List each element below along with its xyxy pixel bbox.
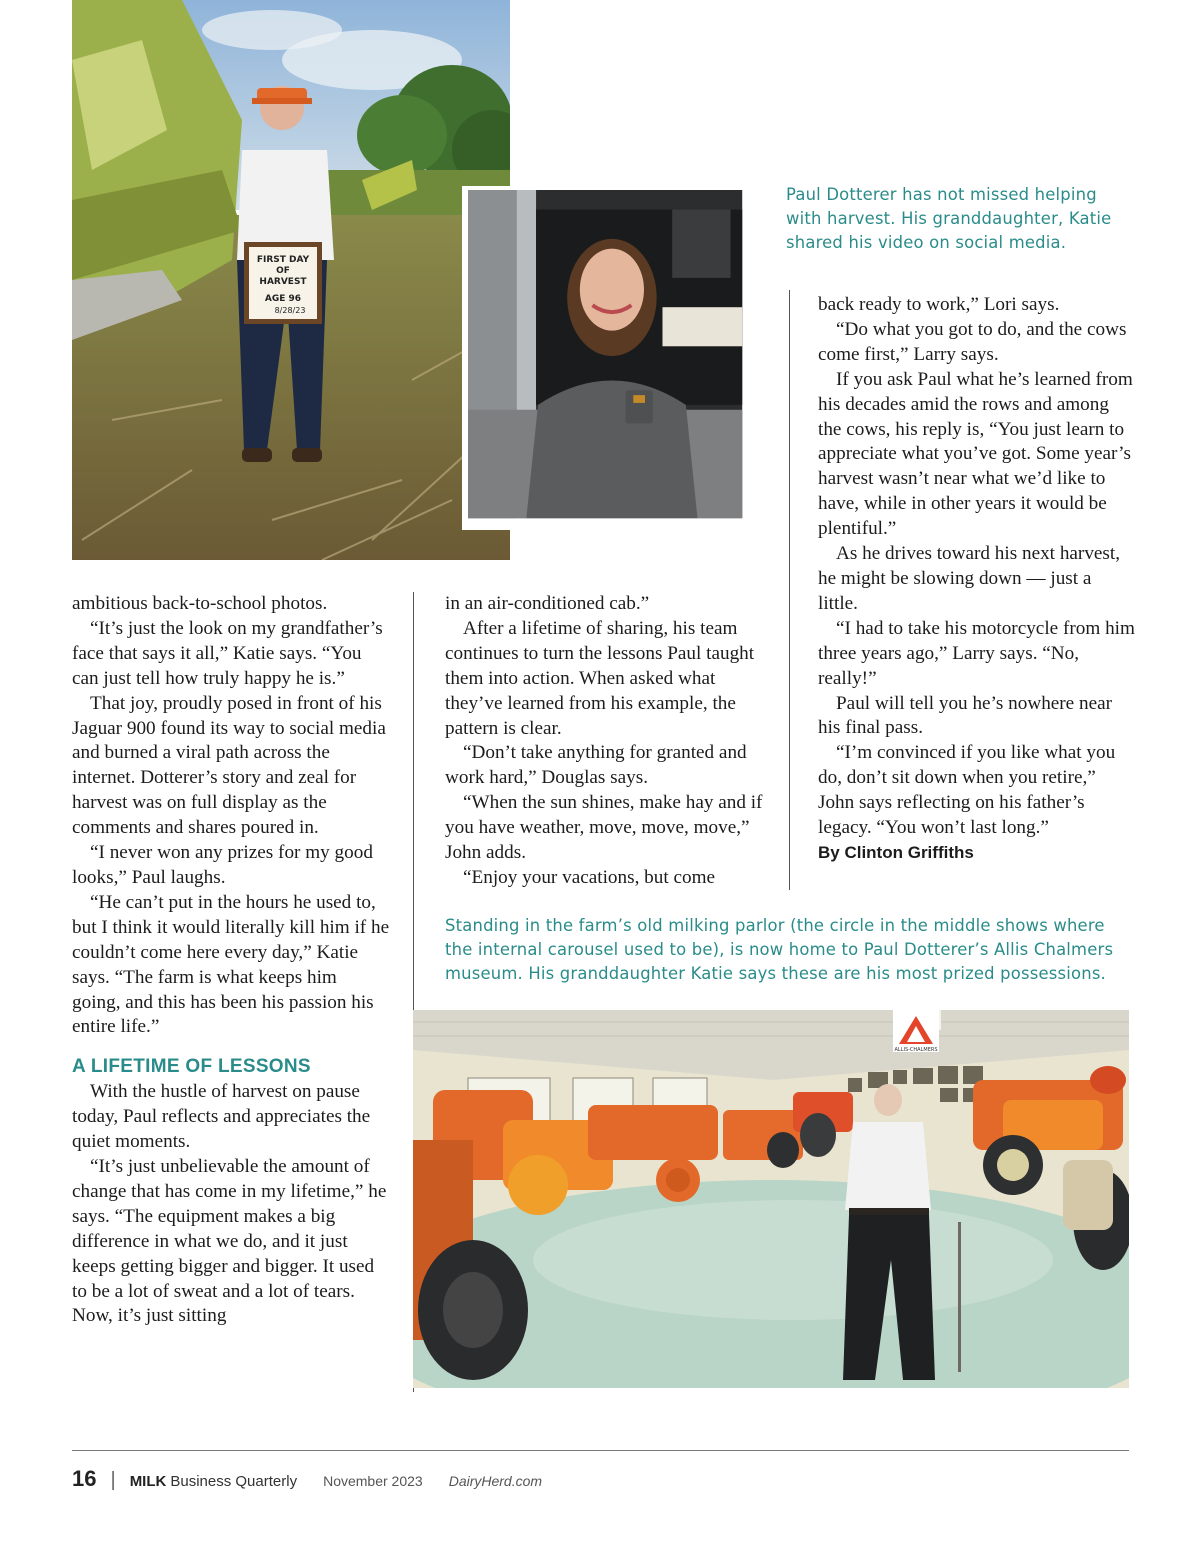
paragraph: “Don’t take anything for granted and work hard,” Douglas says. [445, 742, 747, 789]
footer-separator: | [110, 1469, 116, 1491]
footer-rule [72, 1450, 1129, 1451]
section-heading: A LIFETIME OF LESSONS [72, 1056, 311, 1078]
paragraph: “I’m convinced if you like what you do, don’t sit down when you retire,” John says reflecting on his father’s legacy. “You won’t last long.” [818, 742, 1116, 839]
harvest-photo [72, 0, 510, 560]
paragraph: back ready to work,” Lori says. [818, 294, 1060, 315]
museum-sign-text: ALLIS-CHALMERS [894, 1047, 938, 1053]
magazine-name: MILK [129, 1473, 167, 1490]
paragraph: As he drives toward his next harvest, he might be slowing down — just a little. [818, 543, 1121, 614]
top-photo-caption: Paul Dotterer has not missed helping with harvest. His granddaughter, Katie shared his video on social media. [786, 185, 1112, 252]
paragraph: That joy, proudly posed in front of his Jaguar 900 found its way to social media and burned a viral path across the internet. Dotterer’s story and zeal for harvest was on full display as the comments and shares poured in. [72, 692, 386, 839]
paragraph: ambitious back-to-school photos. [72, 593, 328, 614]
paragraph: Paul will tell you he’s nowhere near his final pass. [818, 692, 1113, 739]
sign-line-4: AGE 96 [264, 294, 302, 304]
byline: By Clinton Griffiths [818, 842, 974, 862]
website-link[interactable]: DairyHerd.com [448, 1473, 543, 1489]
paragraph: “He can’t put in the hours he used to, but I think it would literally kill him if he couldn’t come here every day,” Katie says. “The farm is what keeps him going, and this has been his passion his entire life.” [72, 891, 390, 1038]
article-column-1 [72, 592, 390, 1329]
paragraph: With the hustle of harvest on pause today, Paul reflects and appreciates the quiet moments. [72, 1081, 371, 1153]
page-footer [72, 1466, 542, 1496]
page-number: 16 [72, 1466, 97, 1491]
museum-photo-caption: Standing in the farm’s old milking parlor (the circle in the middle shows where the internal carousel used to be), is now home to Paul Dotterer’s Allis Chalmers museum. His granddaughter Katie says these are his most prized possessions. [445, 916, 1114, 983]
paragraph: in an air-conditioned cab.” [445, 593, 650, 614]
sign-line-1: FIRST DAY [256, 255, 310, 265]
paragraph: “When the sun shines, make hay and if you have weather, move, move, move,” John adds. [445, 792, 763, 864]
paragraph: If you ask Paul what he’s learned from his decades amid the rows and among the cows, his reply is, “You just learn to appreciate what you’ve got. Some year’s harvest wasn’t near what we’d like to have, while in other years it would be plentiful.” [818, 368, 1133, 540]
article-column-3 [818, 293, 1136, 866]
paragraph: “It’s just the look on my grandfather’s face that says it all,” Katie says. “You can just tell how truly happy he is.” [72, 617, 383, 689]
sign-line-2: OF [276, 266, 290, 276]
paragraph: “It’s just unbelievable the amount of change that has come in my lifetime,” he says. “The equipment makes a big difference in what we do, and it just keeps getting bigger and bigger. It used to be a lot of sweat and a lot of tears. Now, it’s just sitting [72, 1156, 387, 1327]
article-column-2 [445, 592, 763, 891]
paragraph: “I never won any prizes for my good looks,” Paul laughs. [72, 842, 373, 888]
issue-date: November 2023 [323, 1473, 423, 1489]
magazine-subtitle: Business Quarterly [170, 1473, 298, 1490]
paragraph: “Do what you got to do, and the cows come first,” Larry says. [818, 318, 1127, 365]
paragraph: “I had to take his motorcycle from him three years ago,” Larry says. “No, really!” [818, 617, 1135, 689]
sign-line-5: 8/28/23 [274, 306, 306, 315]
paragraph: “Enjoy your vacations, but come [463, 866, 716, 888]
museum-photo [413, 1010, 1129, 1388]
sign-line-3: HARVEST [259, 277, 307, 287]
paragraph: After a lifetime of sharing, his team continues to turn the lessons Paul taught them into action. When asked what they’ve learned from his example, the pattern is clear. [445, 617, 755, 739]
katie-portrait-photo [462, 186, 752, 530]
column-divider [789, 290, 790, 890]
